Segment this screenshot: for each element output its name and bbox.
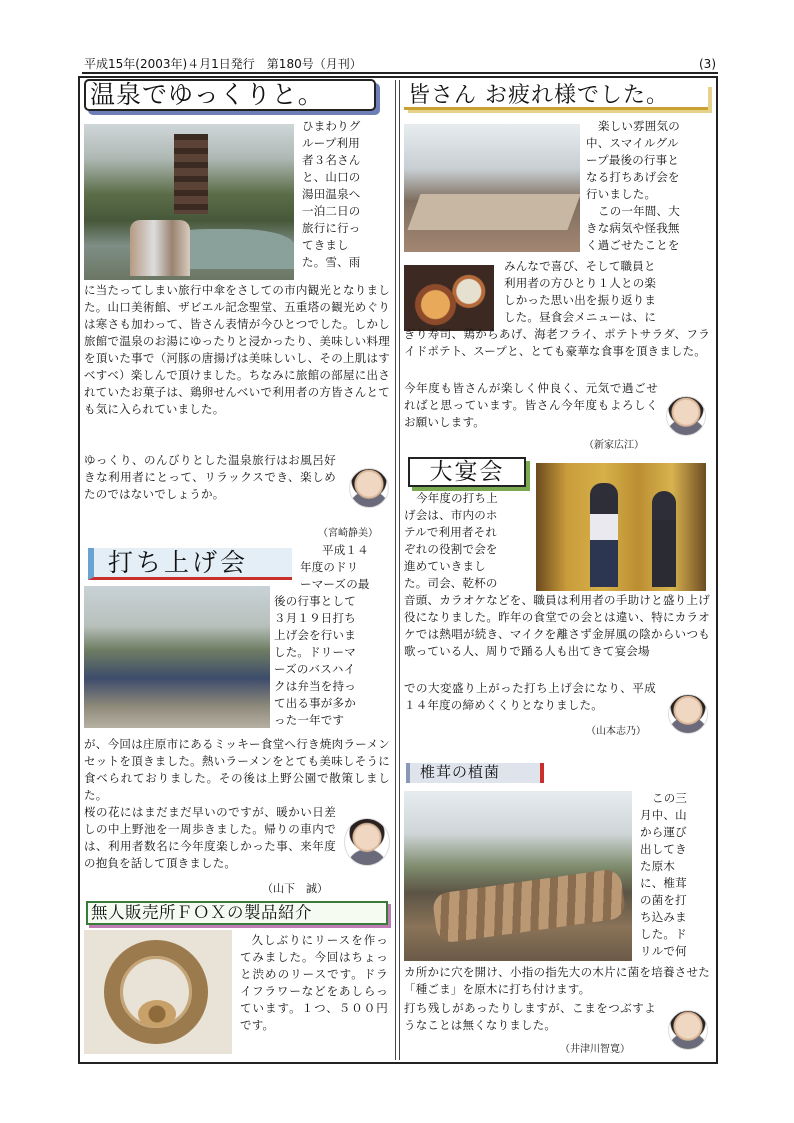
otsukare-intro: 楽しい雰囲気の 中、スマイルグル ープ最後の行事と なる打ちあげ会を 行いました。 この一年間、大 きな病気や怪我無 く過ごせたことを xyxy=(586,119,680,252)
fox-title: 無人販売所ＦＯＸの製品紹介 xyxy=(86,901,388,925)
otsukare-mid: みんなで喜び、そして職員と 利用者の方ひとり１人との楽 しかった思い出を振り返りま した。昼食会メニューは、に xyxy=(504,259,657,324)
lunch-food-photo xyxy=(404,265,494,331)
dainenkai-body-narrow: での大変盛り上がった打ち上げ会になり、平成１４年度の締めくくりとなりました。 xyxy=(404,681,656,712)
onsen-line: た。雪、雨 xyxy=(302,255,361,269)
page-header xyxy=(82,56,718,74)
shiitake-body: カ所かに穴を開け、小指の指先大の木片に菌を培養させた「種ごま」を原木に打ち付けます。 xyxy=(404,965,710,996)
column-divider xyxy=(395,80,400,1060)
onsen-author: （宮崎静美） xyxy=(318,528,378,539)
dainenkai-title: 大宴会 xyxy=(408,457,526,487)
yamashita-avatar xyxy=(344,818,390,866)
onsen-intro xyxy=(302,118,386,271)
uchiage-intro: 平成１４ 年度のドリ ーマーズの最 後の行事として ３月１９日打ち 上げ会を行いま した。ドリーマ ーズのバスハイ クは弁当を持っ て出る事が多か った一年です xyxy=(274,543,370,727)
wreath-photo xyxy=(84,930,232,1054)
wreath-bow xyxy=(138,1000,176,1028)
onsen-body-narrow: ゆっくり、のんびりとした温泉旅行はお風呂好きな利用者にとって、リラックスでき、楽しめたのではないでしょうか。 xyxy=(84,453,336,501)
uchiage-body: が、今回は庄原市にあるミッキー食堂へ行き焼肉ラーメンセットを頂きました。熱いラーメンをとても美味しそうに食べられておりました。その後は上野公園で散策しました。 xyxy=(84,737,390,802)
uchiage-body-narrow: 桜の花にはまだまだ早いのですが、暖かい日差しの中上野池を一周歩きました。帰りの車内では、利用者数名に今年度楽しかった事、来年度の抱負を話して頂きました。 xyxy=(84,805,336,870)
otsukare-title: 皆さん お疲れ様でした。 xyxy=(404,84,708,110)
onsen-body: に当たってしまい旅行中傘をさしての市内観光となりました。山口美術館、ザビエル記念聖堂、五重塔の観光めぐりは寒さも加わって、皆さん表情が今ひとつでした。しかし旅館で温泉のお湯にゆったりと浸かったり、美味しい料理を頂いた事で（河豚の唐揚げは美味しいし、その上肌はすべすべ）楽しんで頂けました。ちなみに旅館の部屋に出されていたお菓子は、鶏卵せんべいで利用者の方皆さんとても気に入られていました。 xyxy=(84,283,390,416)
uchiage-author: （山下 誠） xyxy=(262,882,328,895)
shinka-avatar xyxy=(666,396,706,436)
dreamers-team-photo xyxy=(84,586,270,728)
otsukare-body: ぎり寿司、鶏からあげ、海老フライ、ポテトサラダ、フライドポテト、スープと、とても豪華な食事を頂きました。 xyxy=(404,327,710,358)
onsen-line: 旅行に行っ xyxy=(302,221,361,235)
onsen-photo xyxy=(84,124,294,280)
onsen-line: 者３名さん xyxy=(302,153,361,167)
karaoke-banquet-photo xyxy=(536,463,706,591)
yamamoto-avatar xyxy=(668,694,708,734)
shiitake-author: （井津川智寛） xyxy=(560,1044,630,1055)
singer-figure xyxy=(590,483,618,587)
logs-shape xyxy=(431,868,626,944)
shiitake-intro: この三 月中、山 から運び 出してき た原木 に、椎茸 の菌を打 ち込みま した。ド リルで何 xyxy=(640,791,688,958)
dainenkai-body: 音頭、カラオケなどを、職員は利用者の手助けと盛り上げ役になりました。昨年の食堂での会とは違い、特にカラオケでは熱唱が続き、マイクを離さず金屏風の陰からいつも歌っている人、周りで踊る人も出てきて宴会場 xyxy=(404,593,710,658)
smile-group-meeting-photo xyxy=(404,124,580,252)
dainenkai-author: （山本志乃） xyxy=(586,726,646,737)
onsen-title: 温泉でゆっくりと。 xyxy=(84,79,376,111)
singer-figure xyxy=(652,491,676,587)
izukawa-avatar xyxy=(668,1010,708,1050)
otsukare-body-narrow: 今年度も皆さんが楽しく仲良く、元気で過ごせればと思っています。皆さん今年度もよろしくお願いします。 xyxy=(404,381,658,429)
pagoda-shape xyxy=(174,134,208,214)
onsen-line: ひまわりグ xyxy=(302,119,361,133)
onsen-line: てきまし xyxy=(302,238,349,252)
fox-body: 久しぶりにリースを作ってみました。今回はちょっと渋めのリースです。ドライフラワーなどをあしらっています。１つ、５００円です。 xyxy=(240,933,388,1032)
travelers-shape xyxy=(130,220,190,276)
issue-date: 平成15年(2003年)４月1日発行 第180号（月刊） xyxy=(84,57,362,71)
otsukare-author: （新家広江） xyxy=(584,440,644,451)
onsen-line: ループ利用 xyxy=(302,136,360,150)
onsen-line: 一泊二日の xyxy=(302,204,361,218)
page-number: (3) xyxy=(699,57,716,71)
miyazaki-avatar xyxy=(349,468,389,508)
onsen-line: 湯田温泉へ xyxy=(302,187,361,201)
onsen-line: と、山口の xyxy=(302,170,361,184)
shiitake-title: 椎茸の植菌 xyxy=(406,763,544,783)
shiitake-inoculation-photo xyxy=(404,791,632,961)
table-shape xyxy=(407,194,580,230)
shiitake-body-narrow: 打ち残しがあったりしますが、こまをつぶすようなことは無くなりました。 xyxy=(404,1001,656,1032)
wreath-ring xyxy=(104,940,208,1044)
uchiage-title: 打ち上げ会 xyxy=(88,548,292,580)
dainenkai-intro: 今年度の打ち上 げ会は、市内のホ テルで利用者それ ぞれの役割で会を 進めていきまし た。司会、乾杯の xyxy=(404,491,498,590)
